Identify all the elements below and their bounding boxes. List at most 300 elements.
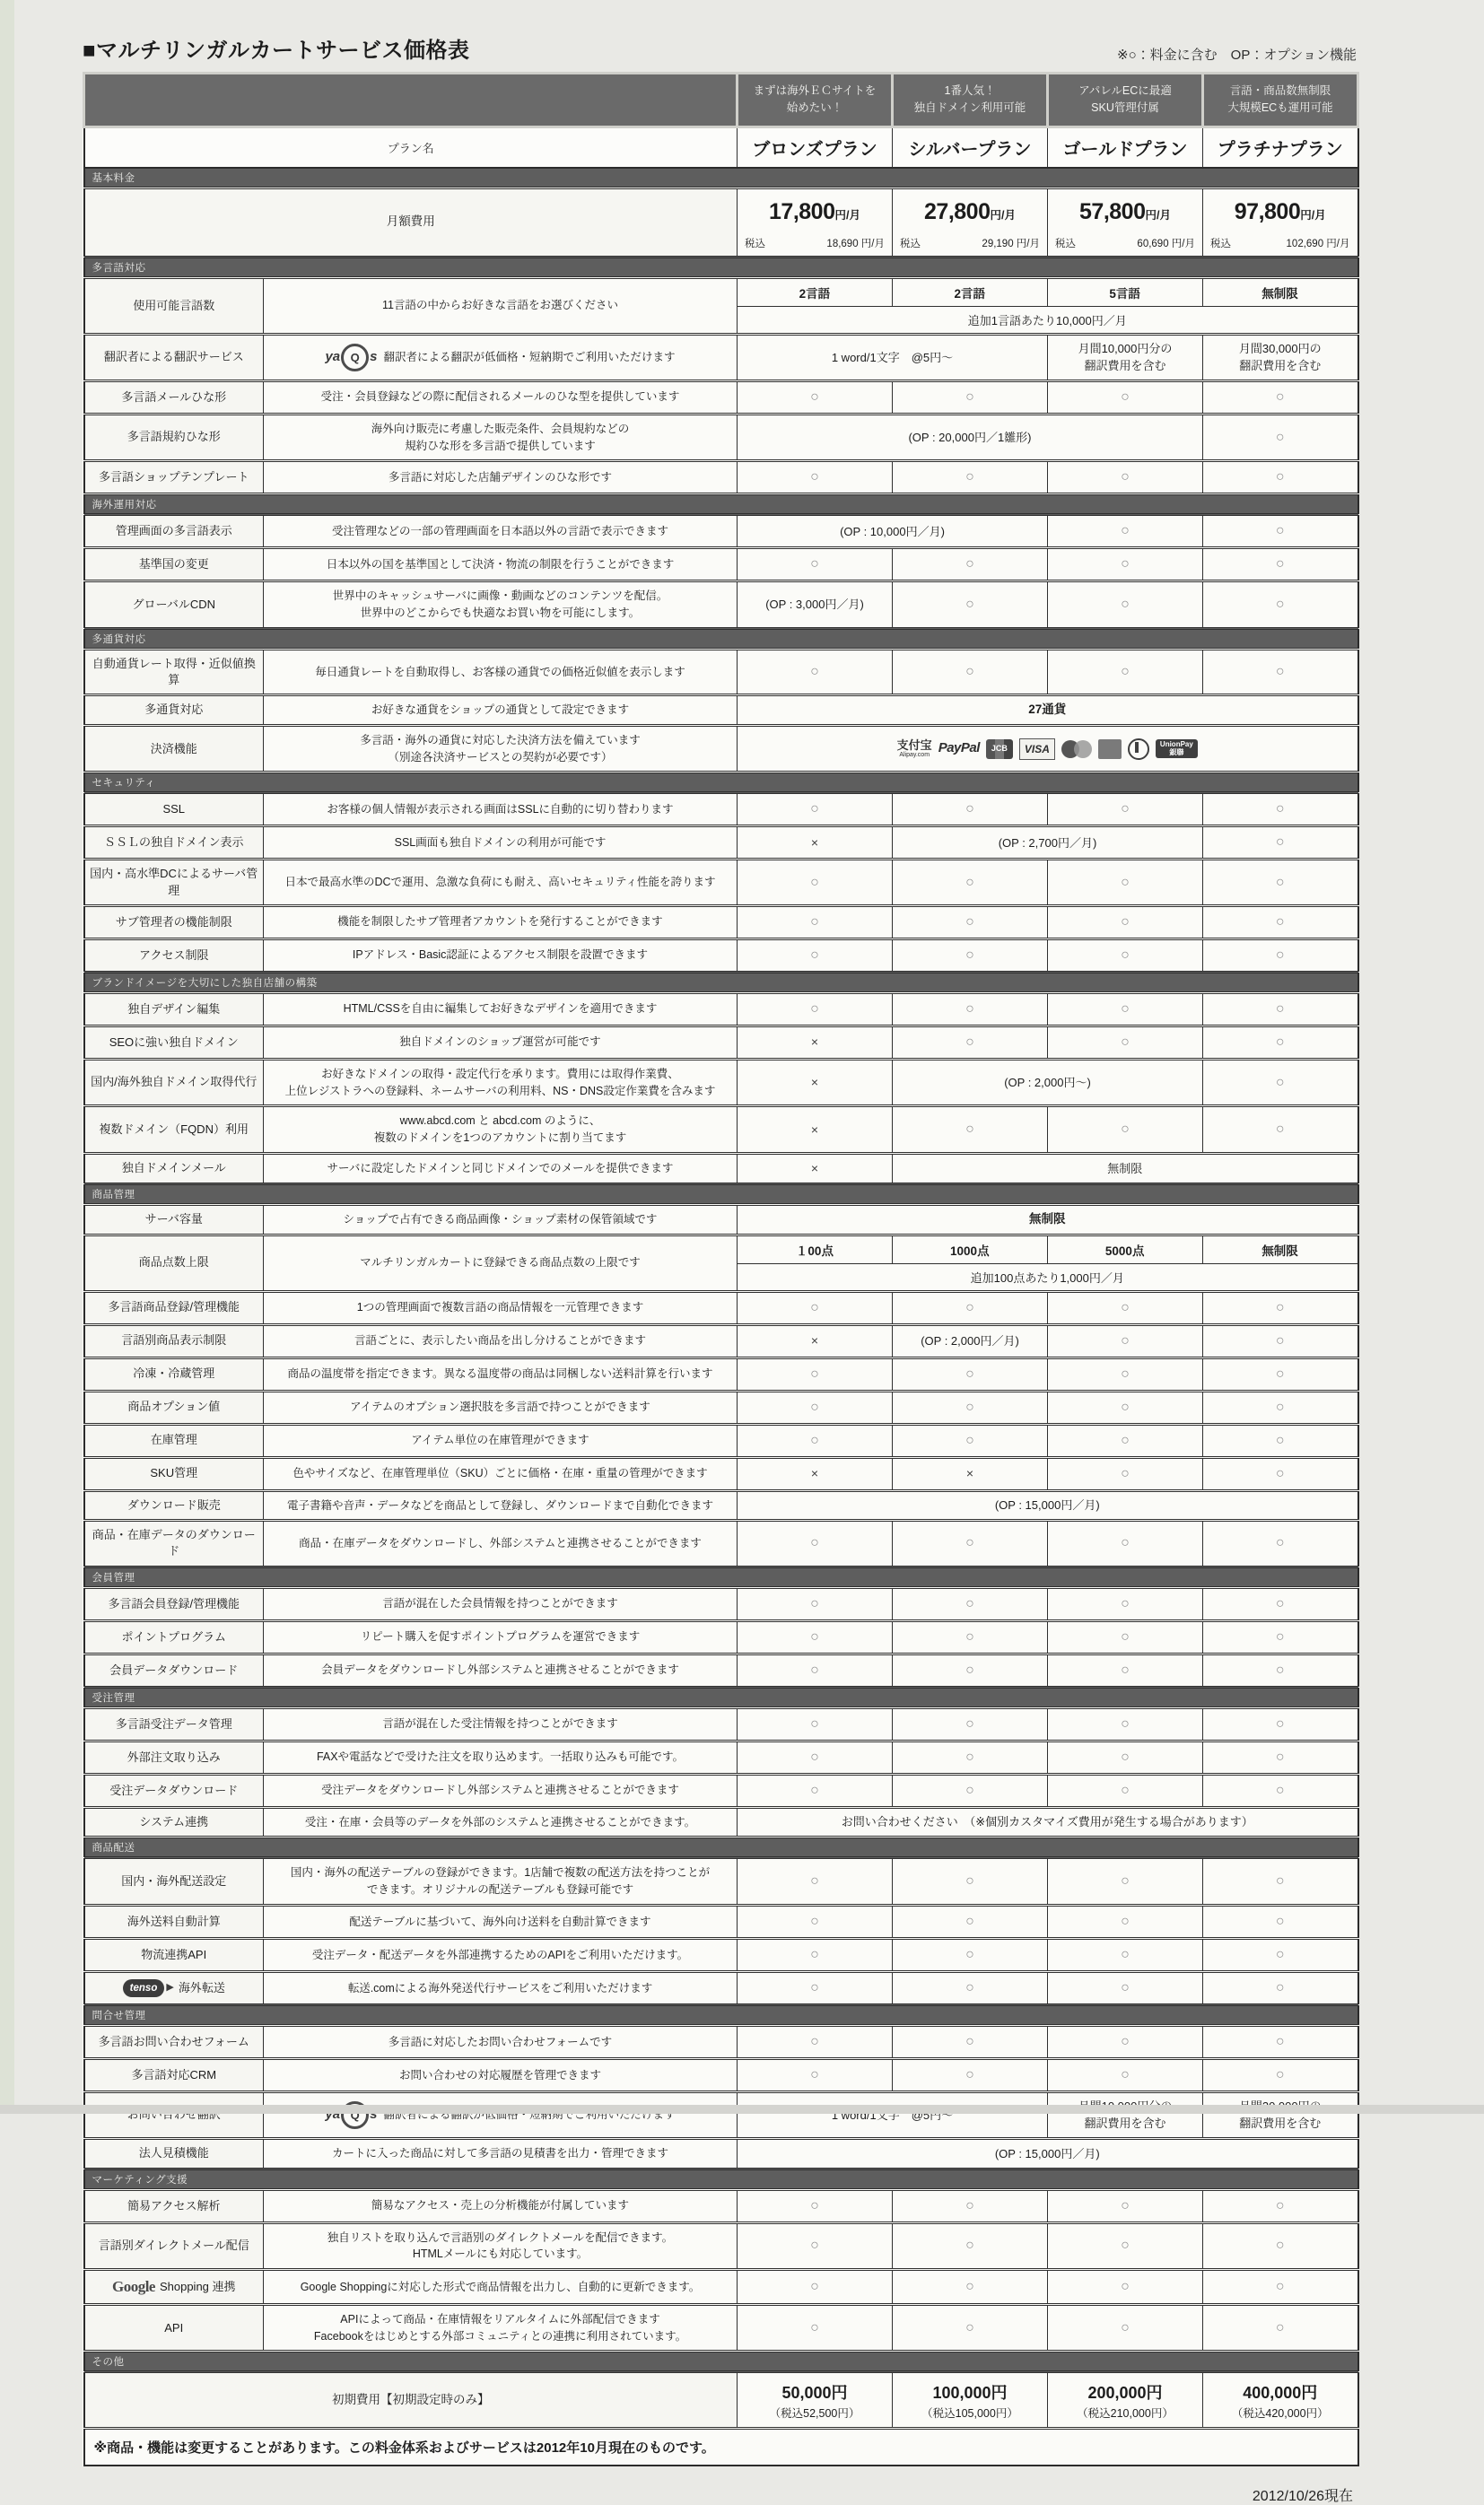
footnote-row: [84, 2429, 1358, 2466]
included-circle-icon: ○: [1275, 1332, 1285, 1349]
tax-value: 29,190 円/月: [982, 238, 1040, 249]
feature-description: 多言語に対応した店舗デザインのひな形です: [264, 461, 738, 494]
plan-cell: [738, 1774, 893, 1807]
section-bar-row: [84, 628, 1358, 649]
yaqs-logo: [325, 344, 377, 371]
paypal-logo: PayPal: [938, 740, 980, 756]
section-bar-row: [84, 2352, 1358, 2372]
plan-cell: [738, 1291, 893, 1324]
included-circle-icon: ○: [1121, 2279, 1130, 2295]
plan-cell: [738, 1391, 893, 1424]
feature-description: [264, 2091, 738, 2138]
tax-value: 18,690 円/月: [826, 238, 885, 249]
unionpay-logo-text: UnionPay: [1159, 739, 1193, 748]
included-circle-icon: ○: [1275, 874, 1285, 890]
included-circle-icon: ○: [810, 2197, 819, 2213]
plan-cell: [893, 581, 1048, 629]
table-row: [84, 2138, 1358, 2169]
unionpay-logo: [1156, 739, 1198, 759]
plan-cell: [738, 938, 893, 972]
description-with-logo: [271, 2101, 729, 2129]
plan-cell: [738, 1620, 893, 1654]
table-row: [84, 860, 1358, 905]
plan-cell: (OP : 2,700円／月): [893, 826, 1203, 860]
included-circle-icon: ○: [810, 1595, 819, 1611]
table-row: [84, 793, 1358, 826]
plan-split-cell: [738, 1235, 1358, 1291]
feature-name: 外部注文取り込み: [84, 1741, 264, 1774]
not-included-cross-icon: ×: [810, 1122, 819, 1137]
tax-label: 税込: [1210, 238, 1231, 249]
section-title: 受注管理: [84, 1687, 1358, 1707]
plan-cell: [1203, 1741, 1358, 1774]
plan-cell: [1203, 1026, 1358, 1059]
plan-cell: [893, 548, 1048, 581]
section-bar-row: [84, 1183, 1358, 1204]
included-circle-icon: ○: [965, 1628, 974, 1645]
included-circle-icon: ○: [810, 1946, 819, 1962]
included-circle-icon: ○: [1275, 1873, 1285, 1890]
feature-name: 商品・在庫データのダウンロード: [84, 1521, 264, 1567]
mastercard-circle-right: [1074, 740, 1092, 758]
plan-cell: [1203, 548, 1358, 581]
included-circle-icon: ○: [1275, 1299, 1285, 1315]
included-circle-icon: ○: [1121, 913, 1130, 930]
feature-description: www.abcd.com と abcd.com のように、 複数のドメインを1つのアカウントに割り当てます: [264, 1106, 738, 1154]
included-circle-icon: ○: [1121, 801, 1130, 817]
plan-cell: (OP : 20,000円／1雛形): [738, 414, 1203, 461]
feature-name: SKU管理: [84, 1457, 264, 1490]
feature-name: アクセス制限: [84, 938, 264, 972]
feature-name: 国内・高水準DCによるサーバ管理: [84, 860, 264, 905]
plan-cell: [738, 1106, 893, 1154]
plan-cell: [1048, 2222, 1203, 2270]
plan-cell: [1048, 1291, 1203, 1324]
included-circle-icon: ○: [965, 1715, 974, 1732]
section-bar-row: [84, 972, 1358, 992]
feature-description: お好きなドメインの取得・設定代行を承ります。費用には取得作業費、 上位レジストラへの登録料、ネームサーバの利用料、NS・DNS設定作業費を含みます: [264, 1059, 738, 1106]
included-circle-icon: ○: [810, 1628, 819, 1645]
feature-description: FAXや電話などで受けた注文を取り込めます。一括取り込みも可能です。: [264, 1741, 738, 1774]
included-circle-icon: ○: [810, 1873, 819, 1890]
feature-name: 在庫管理: [84, 1424, 264, 1457]
plan-cell: [1203, 461, 1358, 494]
feature-description: 商品・在庫データをダウンロードし、外部システムと連携させることができます: [264, 1521, 738, 1567]
included-circle-icon: ○: [1121, 1000, 1130, 1017]
plan-cell: [893, 2304, 1048, 2352]
plan-cell: [738, 380, 893, 414]
plan-cell: [1048, 938, 1203, 972]
section-bar-row: [84, 494, 1358, 515]
feature-description: 受注・会員登録などの際に配信されるメールのひな型を提供しています: [264, 380, 738, 414]
feature-description: リピート購入を促すポイントプログラムを運営できます: [264, 1620, 738, 1654]
included-circle-icon: ○: [810, 2238, 819, 2254]
plan-cell: [738, 1654, 893, 1687]
not-included-cross-icon: ×: [810, 834, 819, 850]
plan-value: 無制限: [1261, 1244, 1298, 1258]
included-circle-icon: ○: [810, 874, 819, 890]
included-circle-icon: ○: [1275, 1913, 1285, 1929]
section-bar-row: [84, 1687, 1358, 1707]
feature-name: 自動通貨レート取得・近似値換算: [84, 649, 264, 694]
table-row: [84, 188, 1358, 257]
table-row: [84, 1654, 1358, 1687]
plan-cell: [1048, 1707, 1203, 1741]
plan-cell: [738, 1905, 893, 1938]
table-row: [84, 1059, 1358, 1106]
plan-cell: [1048, 2189, 1203, 2222]
plan-cell: [1048, 1971, 1203, 2004]
plan-cell: [1203, 515, 1358, 548]
section-title: セキュリティ: [84, 772, 1358, 793]
yaqs-logo-text: ya: [325, 349, 341, 364]
included-circle-icon: ○: [1275, 1034, 1285, 1050]
included-circle-icon: ○: [965, 913, 974, 930]
included-circle-icon: ○: [965, 1432, 974, 1448]
monthly-price: 17,800円/月: [769, 198, 860, 224]
plan-cell: [893, 1905, 1048, 1938]
plan-cell: (OP : 10,000円／月): [738, 515, 1048, 548]
feature-name: 商品オプション値: [84, 1391, 264, 1424]
feature-description: 日本で最高水準のDCで運用、急激な負荷にも耐え、高いセキュリティ性能を誇ります: [264, 860, 738, 905]
included-circle-icon: ○: [1121, 2319, 1130, 2335]
amex-logo: [1098, 739, 1122, 759]
included-circle-icon: ○: [1275, 1465, 1285, 1481]
plan-tagline: まずは海外ＥＣサイトを 始めたい！: [738, 74, 893, 127]
feature-name: 独自デザイン編集: [84, 992, 264, 1026]
feature-description: アイテムのオプション選択肢を多言語で持つことができます: [264, 1391, 738, 1424]
table-row: [84, 2372, 1358, 2429]
plan-cell: [738, 1858, 893, 1906]
feature-description: 言語が混在した会員情報を持つことができます: [264, 1587, 738, 1620]
plan-cell: [1203, 1774, 1358, 1807]
table-row: [84, 2222, 1358, 2270]
plan-cell: [1203, 2025, 1358, 2058]
table-row: [84, 1324, 1358, 1357]
initial-price: 100,000円: [932, 2384, 1008, 2403]
included-circle-icon: ○: [965, 2238, 974, 2254]
plan-cell: [738, 1324, 893, 1357]
feature-description: 日本以外の国を基準国として決済・物流の制限を行うことができます: [264, 548, 738, 581]
feature-name: 会員データダウンロード: [84, 1654, 264, 1687]
monthly-price-tax: [1049, 225, 1201, 255]
included-circle-icon: ○: [1275, 597, 1285, 612]
feature-name: 翻訳者による翻訳サービス: [84, 334, 264, 380]
plan-cell: [1203, 2189, 1358, 2222]
initial-price-cell: [1203, 2372, 1358, 2429]
plan-cell: [1048, 793, 1203, 826]
mastercard-logo: [1061, 739, 1092, 759]
plan-cell: [1048, 905, 1203, 938]
plan-cell: [738, 1971, 893, 2004]
feature-description: SSL画面も独自ドメインの利用が可能です: [264, 826, 738, 860]
included-circle-icon: ○: [965, 2279, 974, 2295]
monthly-price-cell: [738, 188, 893, 257]
table-row: [84, 1587, 1358, 1620]
plan-cell: [1203, 581, 1358, 629]
monthly-price-tax: [738, 225, 891, 255]
included-circle-icon: ○: [965, 388, 974, 405]
feature-description: 海外向け販売に考慮した販売条件、会員規約などの 規約ひな形を多言語で提供しています: [264, 414, 738, 461]
plan-cell: [738, 905, 893, 938]
plan-cell: [1203, 1324, 1358, 1357]
feature-name: 法人見積機能: [84, 2138, 264, 2169]
plan-cell: [1203, 826, 1358, 860]
initial-price-tax: （税込420,000円）: [1231, 2407, 1329, 2421]
plan-cell: [1048, 2025, 1203, 2058]
table-row: [84, 1026, 1358, 1059]
plan-cell: [738, 2025, 893, 2058]
plan-cell: [1203, 1587, 1358, 1620]
feature-name: サブ管理者の機能制限: [84, 905, 264, 938]
plan-tagline: 1番人気！ 独自ドメイン利用可能: [893, 74, 1048, 127]
plan-values-row: [738, 279, 1357, 307]
table-row: [84, 1741, 1358, 1774]
plan-cell: [893, 1971, 1048, 2004]
included-circle-icon: ○: [1275, 2279, 1285, 2295]
section-bar-row: [84, 772, 1358, 793]
plan-cell: [893, 461, 1048, 494]
included-circle-icon: ○: [965, 801, 974, 817]
included-circle-icon: ○: [1121, 663, 1130, 679]
plan-cell: [1203, 992, 1358, 1026]
plan-cell: [1048, 649, 1203, 694]
included-circle-icon: ○: [965, 1034, 974, 1050]
not-included-cross-icon: ×: [810, 1466, 819, 1480]
feature-name: 多言語お問い合わせフォーム: [84, 2025, 264, 2058]
not-included-cross-icon: ×: [965, 1466, 974, 1480]
feature-name: 言語別ダイレクトメール配信: [84, 2222, 264, 2270]
included-circle-icon: ○: [810, 1662, 819, 1678]
included-circle-icon: ○: [1275, 2238, 1285, 2254]
included-circle-icon: ○: [1121, 2197, 1130, 2213]
table-row: [84, 2058, 1358, 2091]
included-circle-icon: ○: [1275, 2197, 1285, 2213]
plan-cell: [738, 793, 893, 826]
included-circle-icon: ○: [1275, 834, 1285, 851]
initial-price-cell: [893, 2372, 1048, 2429]
plan-value: １00点: [738, 1236, 893, 1263]
included-circle-icon: ○: [1275, 1000, 1285, 1017]
included-circle-icon: ○: [965, 556, 974, 572]
plan-tagline-row: [84, 74, 1358, 127]
feature-name: 多通貨対応: [84, 695, 264, 726]
included-circle-icon: ○: [965, 2066, 974, 2082]
plan-cell: [1048, 1457, 1203, 1490]
included-circle-icon: ○: [965, 1913, 974, 1929]
included-circle-icon: ○: [965, 1595, 974, 1611]
included-circle-icon: ○: [1121, 1332, 1130, 1349]
feature-name: 独自ドメインメール: [84, 1153, 264, 1183]
plan-cell: [893, 2189, 1048, 2222]
feature-description: 受注・在庫・会員等のデータを外部のシステムと連携させることができます。: [264, 1807, 738, 1837]
description-text: 翻訳者による翻訳が低価格・短納期でご利用いただけます: [383, 350, 676, 363]
section-bar-row: [84, 1567, 1358, 1587]
feature-name: SSL: [84, 793, 264, 826]
table-row: [84, 695, 1358, 726]
feature-name: 受注データダウンロード: [84, 1774, 264, 1807]
plan-cell: [738, 860, 893, 905]
monthly-price-tax: [894, 225, 1046, 255]
payment-logos: [741, 733, 1354, 765]
plan-cell: [1048, 1106, 1203, 1154]
header-blank-cell: [84, 74, 738, 127]
table-row: [84, 1858, 1358, 1906]
plan-cell: [1048, 2304, 1203, 2352]
plan-cell: [1203, 1424, 1358, 1457]
plan-cell: (OP : 15,000円／月): [738, 2138, 1358, 2169]
included-circle-icon: ○: [1275, 1715, 1285, 1732]
feature-name: [84, 2270, 264, 2305]
included-circle-icon: ○: [1121, 1535, 1130, 1551]
monthly-price: 57,800円/月: [1079, 198, 1171, 224]
tax-label: 税込: [1055, 238, 1076, 249]
included-circle-icon: ○: [1121, 597, 1130, 612]
plan-cell: [738, 2304, 893, 2352]
plan-cell: [893, 905, 1048, 938]
included-circle-icon: ○: [1275, 1122, 1285, 1137]
feature-description: お好きな通貨をショップの通貨として設定できます: [264, 695, 738, 726]
section-title: 問合せ管理: [84, 2004, 1358, 2025]
plan-cell: [893, 1938, 1048, 1971]
section-title: 海外運用対応: [84, 494, 1358, 515]
alipay-logo-text: 支付宝: [896, 738, 932, 753]
included-circle-icon: ○: [1121, 1782, 1130, 1798]
feature-name: 使用可能言語数: [84, 277, 264, 334]
included-circle-icon: ○: [810, 913, 819, 930]
feature-name: API: [84, 2304, 264, 2352]
table-row: [84, 1620, 1358, 1654]
included-circle-icon: ○: [1121, 2238, 1130, 2254]
yaqs-logo-text: s: [370, 2107, 378, 2123]
included-circle-icon: ○: [1121, 1873, 1130, 1890]
plan-name-cell: プラチナプラン: [1203, 127, 1358, 168]
plan-cell: [893, 1858, 1048, 1906]
included-circle-icon: ○: [1275, 2319, 1285, 2335]
plan-addon-note: 追加1言語あたり10,000円／月: [967, 313, 1127, 327]
included-circle-icon: ○: [1275, 2033, 1285, 2049]
table-row: [84, 2091, 1358, 2138]
feature-name: ダウンロード販売: [84, 1490, 264, 1521]
included-circle-icon: ○: [965, 1366, 974, 1382]
plan-cell: [738, 826, 893, 860]
plan-cell: [893, 1707, 1048, 1741]
plan-cell: [738, 2270, 893, 2305]
feature-name: 初期費用【初期設定時のみ】: [84, 2372, 738, 2429]
plan-cell: [1203, 2222, 1358, 2270]
included-circle-icon: ○: [1275, 1432, 1285, 1448]
plan-cell: [1203, 1059, 1358, 1106]
plan-cell: [893, 2058, 1048, 2091]
plan-cell: [893, 1587, 1048, 1620]
plan-cell: [893, 1291, 1048, 1324]
included-circle-icon: ○: [1275, 1595, 1285, 1611]
feature-name: お問い合わせ翻訳: [84, 2091, 264, 2138]
included-circle-icon: ○: [810, 1399, 819, 1415]
feature-name: 多言語会員登録/管理機能: [84, 1587, 264, 1620]
feature-name: 冷凍・冷蔵管理: [84, 1357, 264, 1391]
table-row: [84, 1291, 1358, 1324]
visa-logo: VISA: [1019, 738, 1055, 760]
included-circle-icon: ○: [810, 1432, 819, 1448]
page-header: [83, 32, 1357, 64]
alipay-logo-subtext: Alipay.com: [899, 752, 930, 759]
plan-cell: 月間30,000円の 翻訳費用を含む: [1203, 334, 1358, 380]
plan-cell: [738, 2189, 893, 2222]
plan-value: 2言語: [738, 279, 893, 306]
description-text: 翻訳者による翻訳が低価格・短納期でご利用いただけます: [383, 2108, 676, 2121]
feature-description: 転送.comによる海外発送代行サービスをご利用いただけます: [264, 1971, 738, 2004]
included-circle-icon: ○: [1275, 1749, 1285, 1765]
plan-name-cell: ブロンズプラン: [738, 127, 893, 168]
plan-cell: お問い合わせください （※個別カスタマイズ費用が発生する場合があります）: [738, 1807, 1358, 1837]
feature-description: APIによって商品・在庫情報をリアルタイムに外部配信できます Facebookをはじめとする外部コミュニティとの連携に利用されています。: [264, 2304, 738, 2352]
plan-cell: [738, 1521, 893, 1567]
yaqs-logo-mark: Q: [341, 344, 369, 371]
plan-cell: [1203, 2270, 1358, 2305]
section-bar-row: [84, 168, 1358, 188]
feature-name: 複数ドメイン（FQDN）利用: [84, 1106, 264, 1154]
included-circle-icon: ○: [1121, 469, 1130, 485]
included-circle-icon: ○: [965, 1749, 974, 1765]
plan-cell: [1048, 1521, 1203, 1567]
page-title: ■マルチリンガルカートサービス価格表: [83, 39, 470, 63]
included-circle-icon: ○: [810, 1299, 819, 1315]
feature-description: 言語が混在した受注情報を持つことができます: [264, 1707, 738, 1741]
plan-cell: (OP : 2,000円〜): [893, 1059, 1203, 1106]
included-circle-icon: ○: [1275, 1628, 1285, 1645]
feature-name: 多言語メールひな形: [84, 380, 264, 414]
included-circle-icon: ○: [1121, 1399, 1130, 1415]
included-circle-icon: ○: [965, 1122, 974, 1137]
tax-label: 税込: [900, 238, 921, 249]
monthly-price-unit: 円/月: [834, 208, 860, 222]
section-title: 商品配送: [84, 1837, 1358, 1858]
included-circle-icon: ○: [810, 2319, 819, 2335]
table-row: [84, 1204, 1358, 1235]
table-row: [84, 1938, 1358, 1971]
plan-cell: [1203, 2058, 1358, 2091]
plan-cell: [1203, 938, 1358, 972]
feature-description: 機能を制限したサブ管理者アカウントを発行することができます: [264, 905, 738, 938]
feature-name: 多言語ショップテンプレート: [84, 461, 264, 494]
section-title: 多通貨対応: [84, 628, 1358, 649]
tenso-arrow-icon: ▶: [166, 1982, 174, 1994]
feature-description: サーバに設定したドメインと同じドメインでのメールを提供できます: [264, 1153, 738, 1183]
feature-name: 多言語受注データ管理: [84, 1707, 264, 1741]
plan-cell: [893, 992, 1048, 1026]
feature-name: SEOに強い独自ドメイン: [84, 1026, 264, 1059]
plan-cell: [1203, 1391, 1358, 1424]
table-row: [84, 380, 1358, 414]
plan-cell: [738, 1587, 893, 1620]
plan-cell: [1048, 1587, 1203, 1620]
included-circle-icon: ○: [965, 1782, 974, 1798]
table-row: [84, 1357, 1358, 1391]
feature-name: 簡易アクセス解析: [84, 2189, 264, 2222]
plan-cell: [1048, 380, 1203, 414]
initial-price: 400,000円: [1243, 2384, 1318, 2403]
included-circle-icon: ○: [810, 1535, 819, 1551]
feature-name: 物流連携API: [84, 1938, 264, 1971]
table-row: [84, 1153, 1358, 1183]
included-circle-icon: ○: [810, 469, 819, 485]
plan-cell: [1048, 1620, 1203, 1654]
feature-description: 色やサイズなど、在庫管理単位（SKU）ごとに価格・在庫・重量の管理ができます: [264, 1457, 738, 1490]
included-circle-icon: ○: [1275, 388, 1285, 405]
plan-cell: [893, 2222, 1048, 2270]
plan-cell: [1203, 2304, 1358, 2352]
